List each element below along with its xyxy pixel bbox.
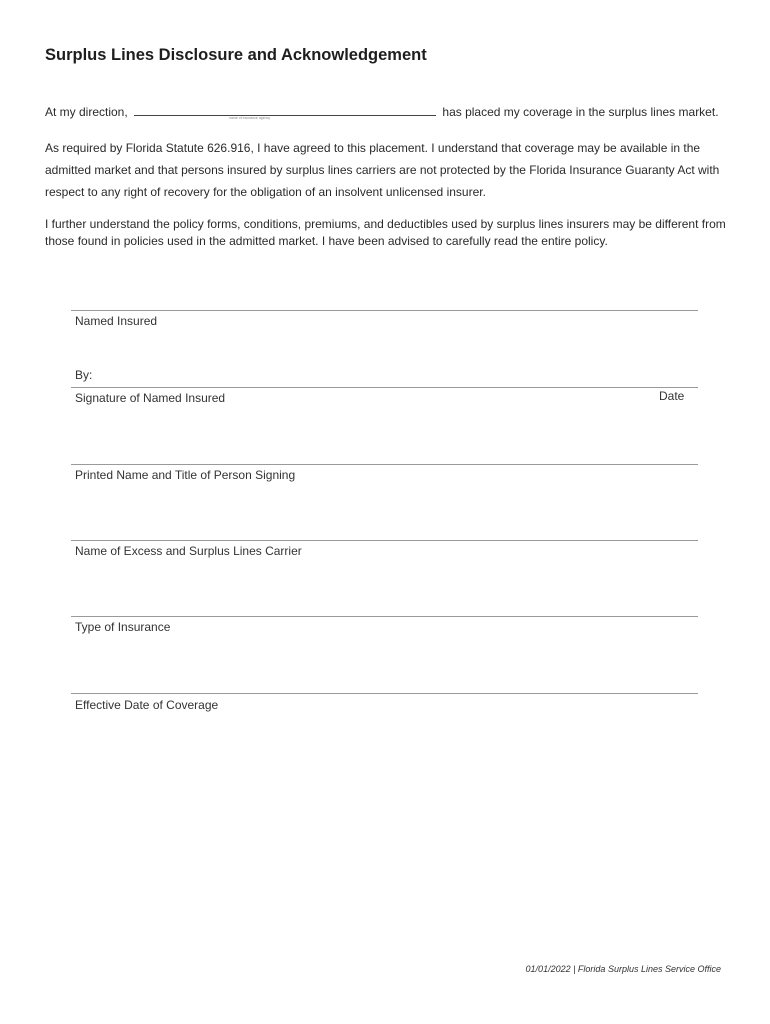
carrier-label: Name of Excess and Surplus Lines Carrier xyxy=(75,544,302,558)
insurance-type-label: Type of Insurance xyxy=(75,620,171,634)
signature-label: Signature of Named Insured xyxy=(75,391,226,405)
agency-name-caption: name of insurance agency xyxy=(229,116,271,120)
printed-name-label: Printed Name and Title of Person Signing xyxy=(75,468,296,482)
printed-name-line[interactable] xyxy=(71,464,698,465)
by-label: By: xyxy=(75,368,93,382)
signature-line[interactable] xyxy=(71,387,698,388)
direction-statement xyxy=(45,103,735,119)
insurance-type-line[interactable] xyxy=(71,616,698,617)
direction-prefix: At my direction, xyxy=(45,105,128,119)
effective-date-line[interactable] xyxy=(71,693,698,694)
named-insured-label: Named Insured xyxy=(75,314,158,328)
page-title: Surplus Lines Disclosure and Acknowledgement xyxy=(45,46,427,64)
policy-paragraph: I further understand the policy forms, conditions, premiums, and deductibles used by surplus lines insurers may be different from those found in policies used in the admitted market. I have been advised to carefully read the entire policy. xyxy=(45,217,726,248)
statute-paragraph: As required by Florida Statute 626.916, I have agreed to this placement. I understand that coverage may be available in the admitted market and that persons insured by surplus lines carriers are not protected by the Florida Insurance Guaranty Act with respect to any right of recovery for the obligation of an insolvent unlicensed insurer. xyxy=(45,141,720,199)
effective-date-label: Effective Date of Coverage xyxy=(75,698,219,712)
carrier-line[interactable] xyxy=(71,540,698,541)
direction-suffix: has placed my coverage in the surplus lines market. xyxy=(442,105,719,119)
named-insured-line[interactable] xyxy=(71,310,698,311)
footer-text: 01/01/2022 | Florida Surplus Lines Service Office xyxy=(525,964,721,974)
agency-name-blank[interactable] xyxy=(134,103,436,120)
date-label: Date xyxy=(659,389,685,403)
